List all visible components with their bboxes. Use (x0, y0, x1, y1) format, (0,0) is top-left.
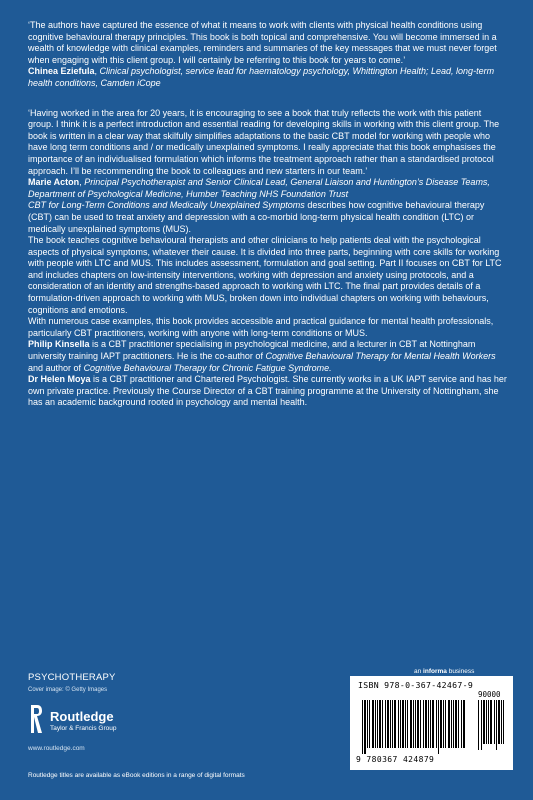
barcode-bar (394, 700, 396, 748)
barcode-bar (440, 700, 442, 748)
barcode-bar (402, 700, 404, 748)
barcode-bar (488, 700, 489, 744)
barcode-bar (438, 700, 439, 754)
author-1-name: Philip Kinsella (28, 339, 90, 350)
routledge-r-icon (28, 703, 44, 735)
barcode-bar (417, 700, 419, 748)
publisher-name: Routledge (50, 709, 114, 724)
barcode-bar (392, 700, 393, 748)
author-2-name: Dr Helen Moya (28, 374, 91, 385)
barcode-bar (436, 700, 437, 748)
barcode-bar (455, 700, 457, 748)
quote-2-role: Principal Psychotherapist and Senior Clinical Lead, General Liaison and Huntington’s Disease Teams, Department of Psychological Medicine, Humber Teaching NHS Foundation Trust (28, 177, 490, 199)
quote-2: ‘Having worked in the area for 20 years, it is encouraging to see a book that truly reflects the work with this patient group. I think it is a perfect introduction and essential reading for developing skills in working with this client group. The book is written in a clear way that skilfully simplifies adaptations to the basic CBT model for working with people who have long term conditions and / or medically unexplained symptoms. I really appreciate that this book emphasises the importance of an individualised formulation which informs the treatment approach rather than a standardised protocol approach. I’ll be recommending the book to colleagues and new starters in our team.’ (28, 107, 500, 176)
barcode-bar (415, 700, 416, 748)
quote-2-attribution: Marie Acton, Principal Psychotherapist and Senior Clinical Lead, General Liaison and Huntington’s Disease Teams, Department of Psychological Medicine, Humber Teaching NHS Foundation Trust (28, 177, 490, 199)
author-1-book-2: Cognitive Behavioural Therapy for Chronic Fatigue Syndrome. (83, 362, 332, 373)
quote-1: ‘The authors have captured the essence of what it means to work with clients with physical health conditions using cognitive behavioural therapy principles. This book is both topical and comprehensive. You will become immersed in a wealth of knowledge with clinical examples, reminders and summaries of the key messages that we must never forget when engaging with this client group. I will certainly be referring to this book for years to come.’ (28, 20, 497, 65)
barcode-bar (377, 700, 378, 748)
barcode-bar (425, 700, 427, 748)
description-para-1 (28, 200, 508, 235)
publisher-logo (28, 703, 148, 739)
author-1-book-1: Cognitive Behavioural Therapy for Mental Health Workers (265, 351, 496, 362)
quote-1-role: Clinical psychologist, service lead for haematology psychology, Whittington Health; Lead, long-term health conditions, Camden iCope (28, 66, 495, 88)
barcode-bar (375, 700, 376, 748)
barcode-bar (410, 700, 412, 748)
publisher-group: Taylor & Francis Group (50, 725, 117, 732)
barcode-bar (382, 700, 383, 748)
barcode-bar (501, 700, 502, 744)
barcode-bar (496, 700, 497, 750)
barcode (350, 676, 513, 770)
author-2-text: is a CBT practitioner and Chartered Psychologist. She currently works in a UK IAPT service and has her own private practice. Previously the Course Director of a CBT training programme at the University of Nottingham, she has an academic background rooted in psychology and mental health. (28, 374, 507, 408)
barcode-bar (420, 700, 421, 748)
barcode-bar (503, 700, 504, 744)
barcode-bar (478, 700, 479, 750)
ean-number: 9 780367 424879 (356, 755, 435, 764)
barcode-bar (372, 700, 374, 748)
barcode-bar (387, 700, 389, 748)
barcode-bar (428, 700, 429, 748)
description-para-3: With numerous case examples, this book provides accessible and practical guidance for mental health professionals, particularly CBT practitioners, working with anyone with long-term conditions or MUS. (28, 316, 494, 338)
ean-barcode-bars (362, 700, 467, 754)
barcode-bar (483, 700, 485, 744)
barcode-bar (413, 700, 414, 748)
barcode-bar (367, 700, 368, 748)
informa-tagline (414, 668, 474, 675)
publisher-url[interactable]: www.routledge.com (28, 745, 85, 752)
author-1-text-2: and author of (28, 362, 82, 373)
quote-1-attribution: Chinea Eziefula, Clinical psychologist, service lead for haematology psychology, Whittington Health; Lead, long-term health conditions, Camden iCope (28, 66, 495, 88)
barcode-bar (364, 700, 366, 754)
barcode-bar (448, 700, 450, 748)
barcode-bar (494, 700, 495, 744)
barcode-bar (458, 700, 459, 748)
description-para-2: The book teaches cognitive behavioural therapists and other clinicians to help patients deal with the psychological aspects of physical symptoms, whatever their cause. It is divided into three parts, beginning with core skills for working with people with LTC and MUS. This includes assessment, formulation and goal setting. Part II focuses on CBT for LTC and includes chapters on low-intensity interventions, working with depression and anxiety using protocols, and a consideration of an identity and strengths-based approach to working with LTC. The final part provides details of a formulation-driven approach to working with MUS, broken down into individual chapters on working with behaviours, cognitions and emotions. (28, 235, 502, 315)
quote-2-name: Marie Acton (28, 177, 80, 188)
isbn-number: ISBN 978-0-367-42467-9 (358, 680, 474, 690)
barcode-bar (385, 700, 386, 748)
author-1-bio (28, 339, 508, 374)
quote-1-name: Chinea Eziefula (28, 66, 95, 77)
barcode-bar (481, 700, 482, 750)
barcode-bar (486, 700, 487, 744)
description-para-1-text: describes how cognitive behavioural therapy (CBT) can be used to treat anxiety and depression with a co-morbid long-term physical health condition (LTC) or medically unexplained symptoms (MUS). (28, 200, 485, 234)
barcode-bar (400, 700, 401, 748)
cover-text (28, 20, 508, 409)
barcode-bar (398, 700, 399, 748)
informa-name: informa (423, 668, 447, 675)
barcode-bar (390, 700, 391, 748)
book-title: CBT for Long-Term Conditions and Medically Unexplained Symptoms (28, 200, 305, 211)
barcode-bar (443, 700, 444, 748)
ebook-note: Routledge titles are available as eBook editions in a range of digital formats (28, 772, 245, 779)
barcode-bar (461, 700, 462, 748)
cover-image-credit: Cover image: © Getty Images (28, 687, 108, 693)
author-1-text: is a CBT practitioner specialising in psychological medicine, and a lecturer in CBT at Nottingham university training IAPT practitioners. He is the co-author of (28, 339, 476, 362)
barcode-bar (453, 700, 454, 748)
barcode-bar (451, 700, 452, 748)
subject-category: PSYCHOTHERAPY (28, 672, 116, 683)
barcode-bar (405, 700, 406, 748)
barcode-bar (369, 700, 370, 748)
informa-suffix: business (448, 668, 475, 675)
barcode-bar (423, 700, 424, 748)
barcode-bar (490, 700, 492, 744)
barcode-bar (430, 700, 431, 748)
barcode-bar (407, 700, 408, 748)
barcode-bar (362, 700, 363, 754)
barcode-bar (379, 700, 381, 748)
barcode-bar (463, 700, 465, 748)
price-code: 90000 (478, 690, 501, 699)
author-2-bio (28, 374, 508, 409)
barcode-bar (498, 700, 500, 744)
addon-barcode-bars (478, 700, 506, 750)
barcode-bar (445, 700, 446, 748)
informa-prefix: an (414, 668, 422, 675)
barcode-bar (432, 700, 434, 748)
